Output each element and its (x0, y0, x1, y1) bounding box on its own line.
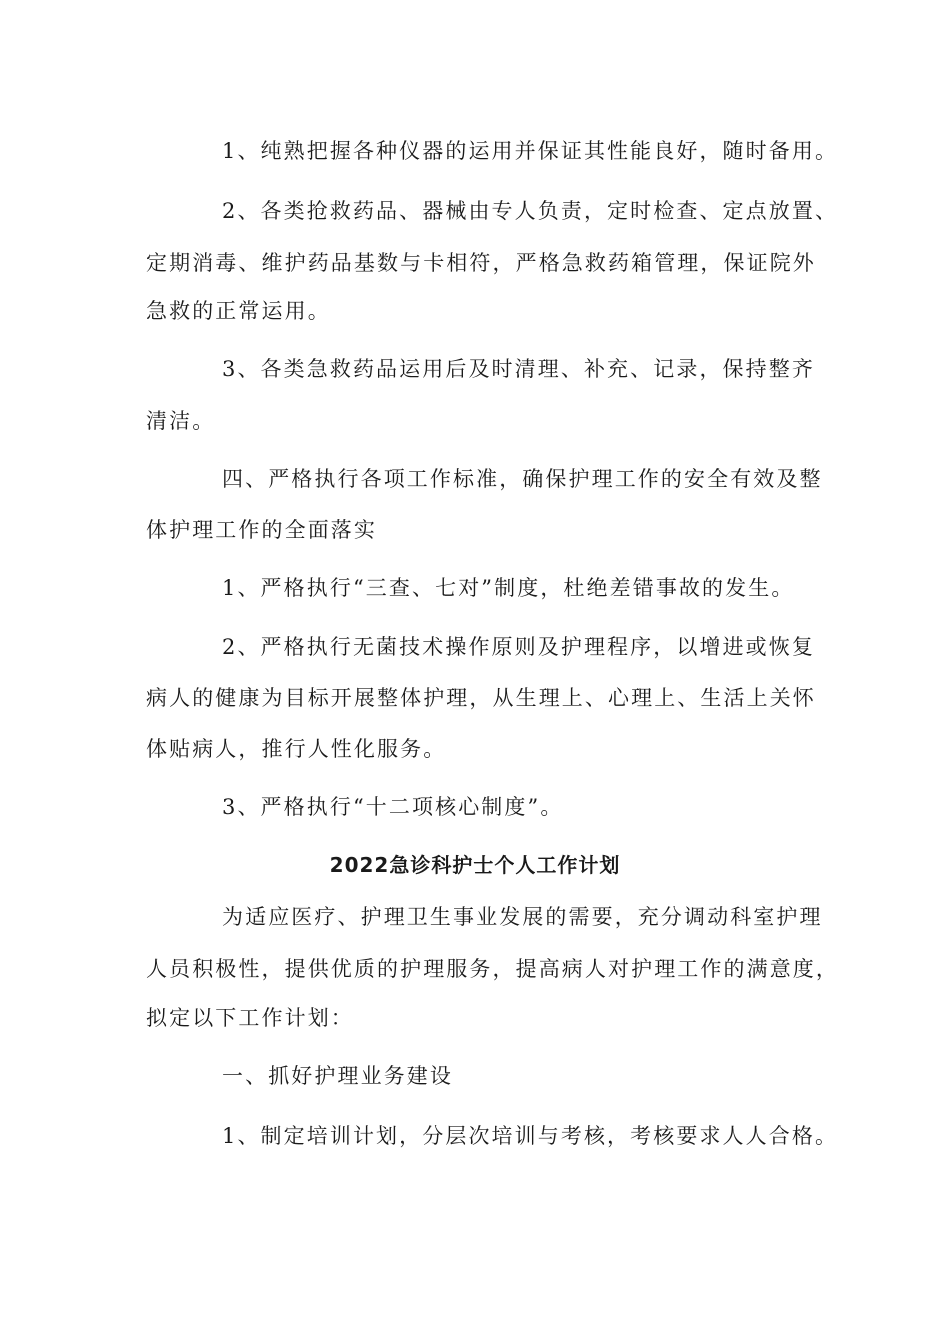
paragraph-line: 1、严格执行“三查、七对”制度，杜绝差错事故的发生。 (222, 576, 795, 600)
section-heading-line: 一、抓好护理业务建设 (222, 1064, 453, 1088)
paragraph-line: 定期消毒、维护药品基数与卡相符，严格急救药箱管理，保证院外 (146, 251, 816, 275)
paragraph-line: 2、各类抢救药品、器械由专人负责，定时检查、定点放置、 (222, 199, 839, 223)
paragraph-line: 1、纯熟把握各种仪器的运用并保证其性能良好，随时备用。 (222, 139, 839, 163)
paragraph-line: 人员积极性，提供优质的护理服务，提高病人对护理工作的满意度， (146, 957, 839, 981)
paragraph-line: 急救的正常运用。 (146, 299, 331, 323)
paragraph-line: 3、各类急救药品运用后及时清理、补充、记录，保持整齐 (222, 357, 815, 381)
paragraph-line: 1、制定培训计划，分层次培训与考核，考核要求人人合格。 (222, 1124, 839, 1148)
section-heading-line: 体护理工作的全面落实 (146, 518, 377, 542)
document-title: 2022急诊科护士个人工作计划 (329, 853, 621, 877)
paragraph-line: 清洁。 (146, 409, 216, 433)
section-heading-line: 四、严格执行各项工作标准，确保护理工作的安全有效及整 (222, 467, 823, 491)
paragraph-line: 3、严格执行“十二项核心制度”。 (222, 795, 564, 819)
paragraph-line: 为适应医疗、护理卫生事业发展的需要，充分调动科室护理 (222, 905, 823, 929)
paragraph-line: 拟定以下工作计划： (146, 1006, 354, 1030)
paragraph-line: 体贴病人，推行人性化服务。 (146, 737, 447, 761)
paragraph-line: 病人的健康为目标开展整体护理，从生理上、心理上、生活上关怀 (146, 686, 816, 710)
paragraph-line: 2、严格执行无菌技术操作原则及护理程序，以增进或恢复 (222, 635, 815, 659)
